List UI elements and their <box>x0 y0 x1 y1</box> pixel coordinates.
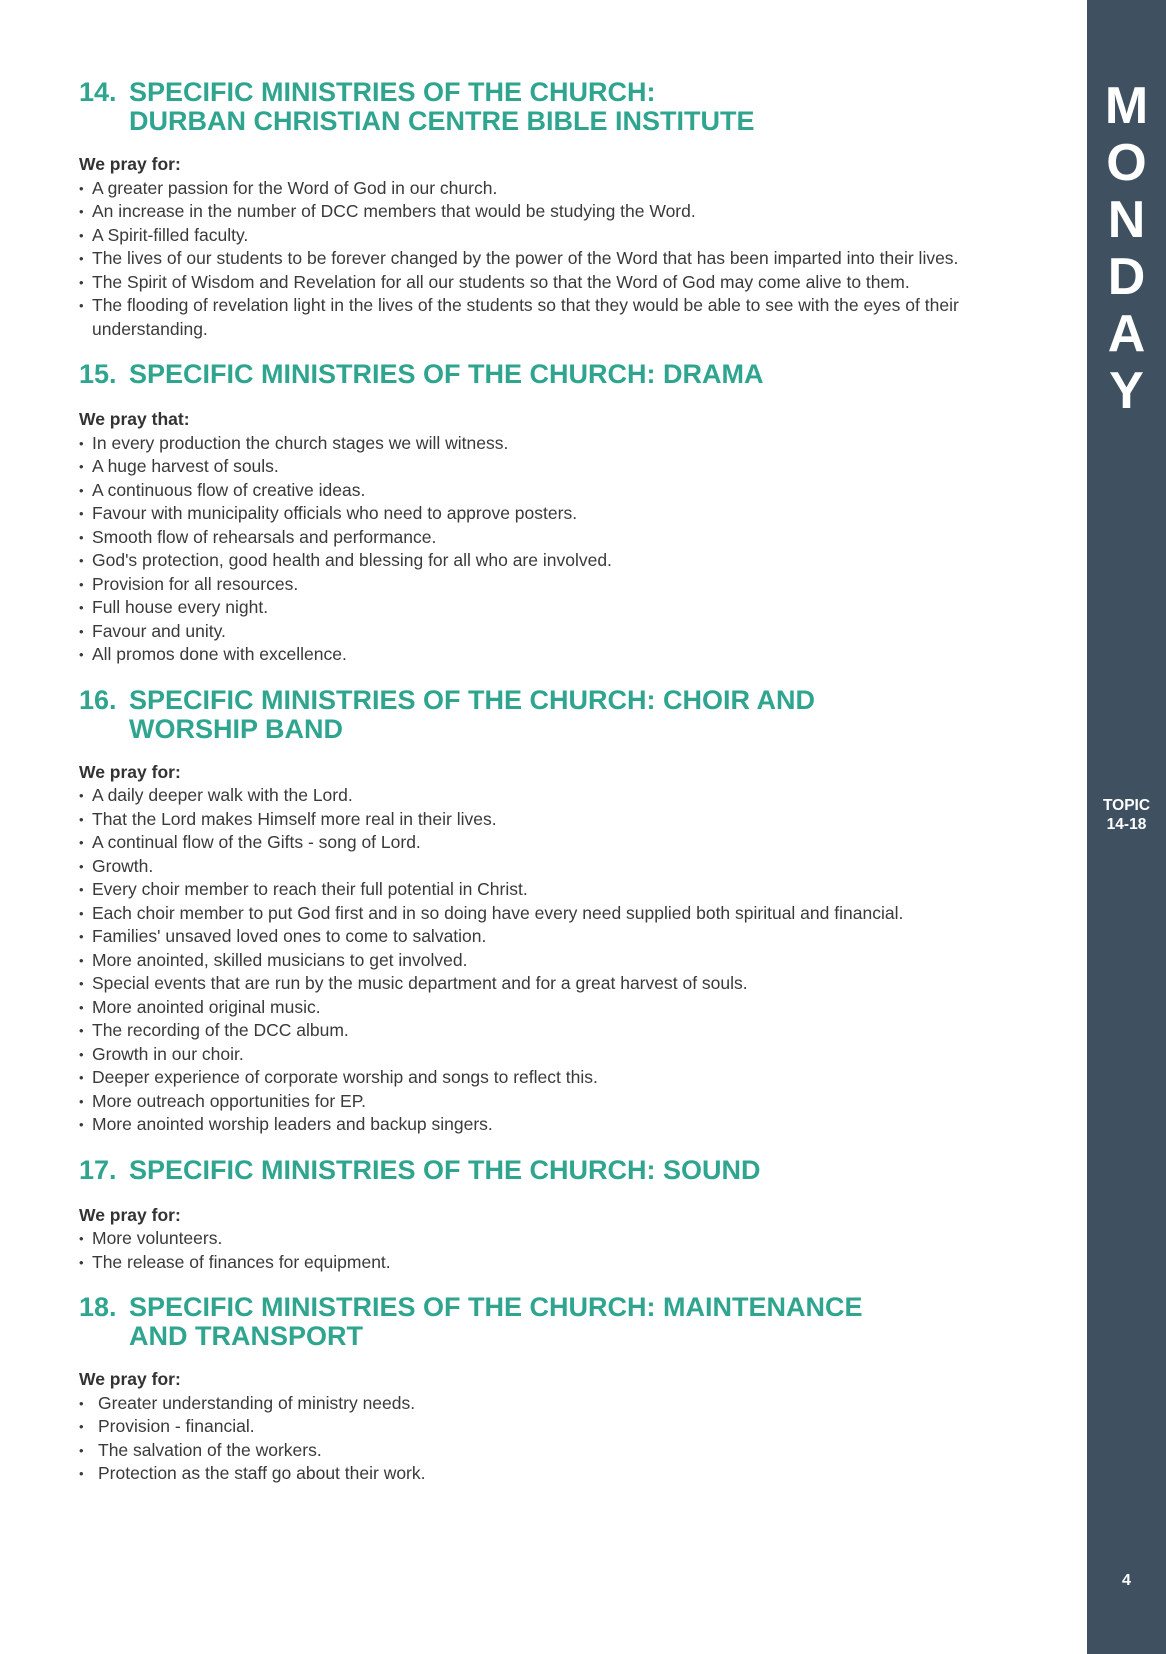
list-item: • A Spirit-filled faculty. <box>79 224 1039 248</box>
section-heading <box>79 686 1039 744</box>
list-item: • A daily deeper walk with the Lord. <box>79 784 1039 808</box>
list-item: • Favour with municipality officials who need to approve posters. <box>79 502 1039 526</box>
prayer-list <box>79 1227 1039 1274</box>
section-number: 15. <box>79 359 117 389</box>
section-title: SPECIFIC MINISTRIES OF THE CHURCH: DRAMA <box>129 359 764 389</box>
list-item: • Smooth flow of rehearsals and performance. <box>79 526 1039 550</box>
list-item: • Growth in our choir. <box>79 1043 1039 1067</box>
list-item: • That the Lord makes Himself more real in their lives. <box>79 808 1039 832</box>
list-item: • More anointed worship leaders and backup singers. <box>79 1113 1039 1137</box>
list-item: • Greater understanding of ministry needs. <box>79 1392 1039 1416</box>
section-heading <box>79 360 1039 389</box>
section-heading <box>79 1156 1039 1185</box>
day-letter: N <box>1107 191 1146 249</box>
list-item: • Deeper experience of corporate worship and songs to reflect this. <box>79 1066 1039 1090</box>
list-item: • Every choir member to reach their full potential in Christ. <box>79 878 1039 902</box>
day-letter: O <box>1106 134 1147 192</box>
section-intro: We pray that: <box>79 409 190 429</box>
day-label <box>1087 78 1166 420</box>
section-heading <box>79 78 1039 136</box>
list-item: • All promos done with excellence. <box>79 643 1039 667</box>
section-title-line: DURBAN CHRISTIAN CENTRE BIBLE INSTITUTE <box>129 106 755 136</box>
section-14 <box>79 78 1039 341</box>
section-title-line: SPECIFIC MINISTRIES OF THE CHURCH: MAINTENANCE <box>129 1292 863 1322</box>
list-item: • A greater passion for the Word of God in our church. <box>79 177 1039 201</box>
topic-label: TOPIC <box>1102 797 1151 814</box>
section-number: 14. <box>79 77 117 107</box>
section-heading <box>79 1293 1039 1351</box>
list-item: • Provision for all resources. <box>79 573 1039 597</box>
list-item: • Special events that are run by the music department and for a great harvest of souls. <box>79 972 1039 996</box>
list-item: • Provision - financial. <box>79 1415 1039 1439</box>
section-17 <box>79 1156 1039 1275</box>
section-number: 18. <box>79 1292 117 1322</box>
list-item: • More anointed original music. <box>79 996 1039 1020</box>
list-item: • More outreach opportunities for EP. <box>79 1090 1039 1114</box>
section-number: 16. <box>79 684 117 715</box>
section-15 <box>79 360 1039 667</box>
list-item: • Protection as the staff go about their work. <box>79 1462 1039 1486</box>
prayer-list <box>79 177 1039 342</box>
list-item: • More anointed, skilled musicians to get involved. <box>79 949 1039 973</box>
section-title-line: AND TRANSPORT <box>129 1321 363 1351</box>
section-18 <box>79 1293 1039 1486</box>
list-item: • A continual flow of the Gifts - song of Lord. <box>79 831 1039 855</box>
prayer-list <box>79 1392 1039 1486</box>
section-title-line: SPECIFIC MINISTRIES OF THE CHURCH: CHOIR AND <box>129 684 816 715</box>
section-intro: We pray for: <box>79 154 181 174</box>
list-item: • The release of finances for equipment. <box>79 1251 1039 1275</box>
section-title <box>129 78 1039 136</box>
list-item: • Favour and unity. <box>79 620 1039 644</box>
list-item: • The Spirit of Wisdom and Revelation for all our students so that the Word of God may come alive to them. <box>79 271 1039 295</box>
prayer-list <box>79 784 1039 1137</box>
list-item: • The flooding of revelation light in the lives of the students so that they would be able to see with the eyes of their understanding. <box>79 294 1039 341</box>
list-item: • In every production the church stages we will witness. <box>79 432 1039 456</box>
list-item: • God's protection, good health and blessing for all who are involved. <box>79 549 1039 573</box>
list-item: • The recording of the DCC album. <box>79 1019 1039 1043</box>
section-title <box>129 686 1039 744</box>
list-item: • A huge harvest of souls. <box>79 455 1039 479</box>
section-intro: We pray for: <box>79 1204 181 1225</box>
day-sidebar <box>1087 0 1166 1654</box>
section-16 <box>79 686 1039 1137</box>
topic-range-label <box>1087 796 1166 834</box>
list-item: • Each choir member to put God first and in so doing have every need supplied both spiritual and financial. <box>79 902 1039 926</box>
day-letter: Y <box>1109 362 1144 420</box>
day-letter: M <box>1104 77 1149 135</box>
prayer-list <box>79 432 1039 667</box>
section-intro: We pray for: <box>79 761 181 782</box>
section-number: 17. <box>79 1154 117 1185</box>
section-title <box>129 1293 1039 1351</box>
day-letter: D <box>1107 248 1146 306</box>
list-item: • Families' unsaved loved ones to come to salvation. <box>79 925 1039 949</box>
section-title-line: WORSHIP BAND <box>129 713 344 744</box>
section-title-line: SPECIFIC MINISTRIES OF THE CHURCH: <box>129 77 656 107</box>
page-number: 4 <box>1122 1572 1131 1589</box>
section-title: SPECIFIC MINISTRIES OF THE CHURCH: SOUND <box>129 1154 761 1185</box>
list-item: • Growth. <box>79 855 1039 879</box>
main-content <box>79 78 1039 1486</box>
section-intro: We pray for: <box>79 1369 181 1389</box>
list-item: • The lives of our students to be forever changed by the power of the Word that has been imparted into their lives. <box>79 247 1039 271</box>
list-item: • The salvation of the workers. <box>79 1439 1039 1463</box>
list-item: • An increase in the number of DCC members that would be studying the Word. <box>79 200 1039 224</box>
topic-range: 14-18 <box>1106 816 1147 833</box>
list-item: • A continuous flow of creative ideas. <box>79 479 1039 503</box>
list-item: • Full house every night. <box>79 596 1039 620</box>
list-item: • More volunteers. <box>79 1227 1039 1251</box>
day-letter: A <box>1107 305 1146 363</box>
